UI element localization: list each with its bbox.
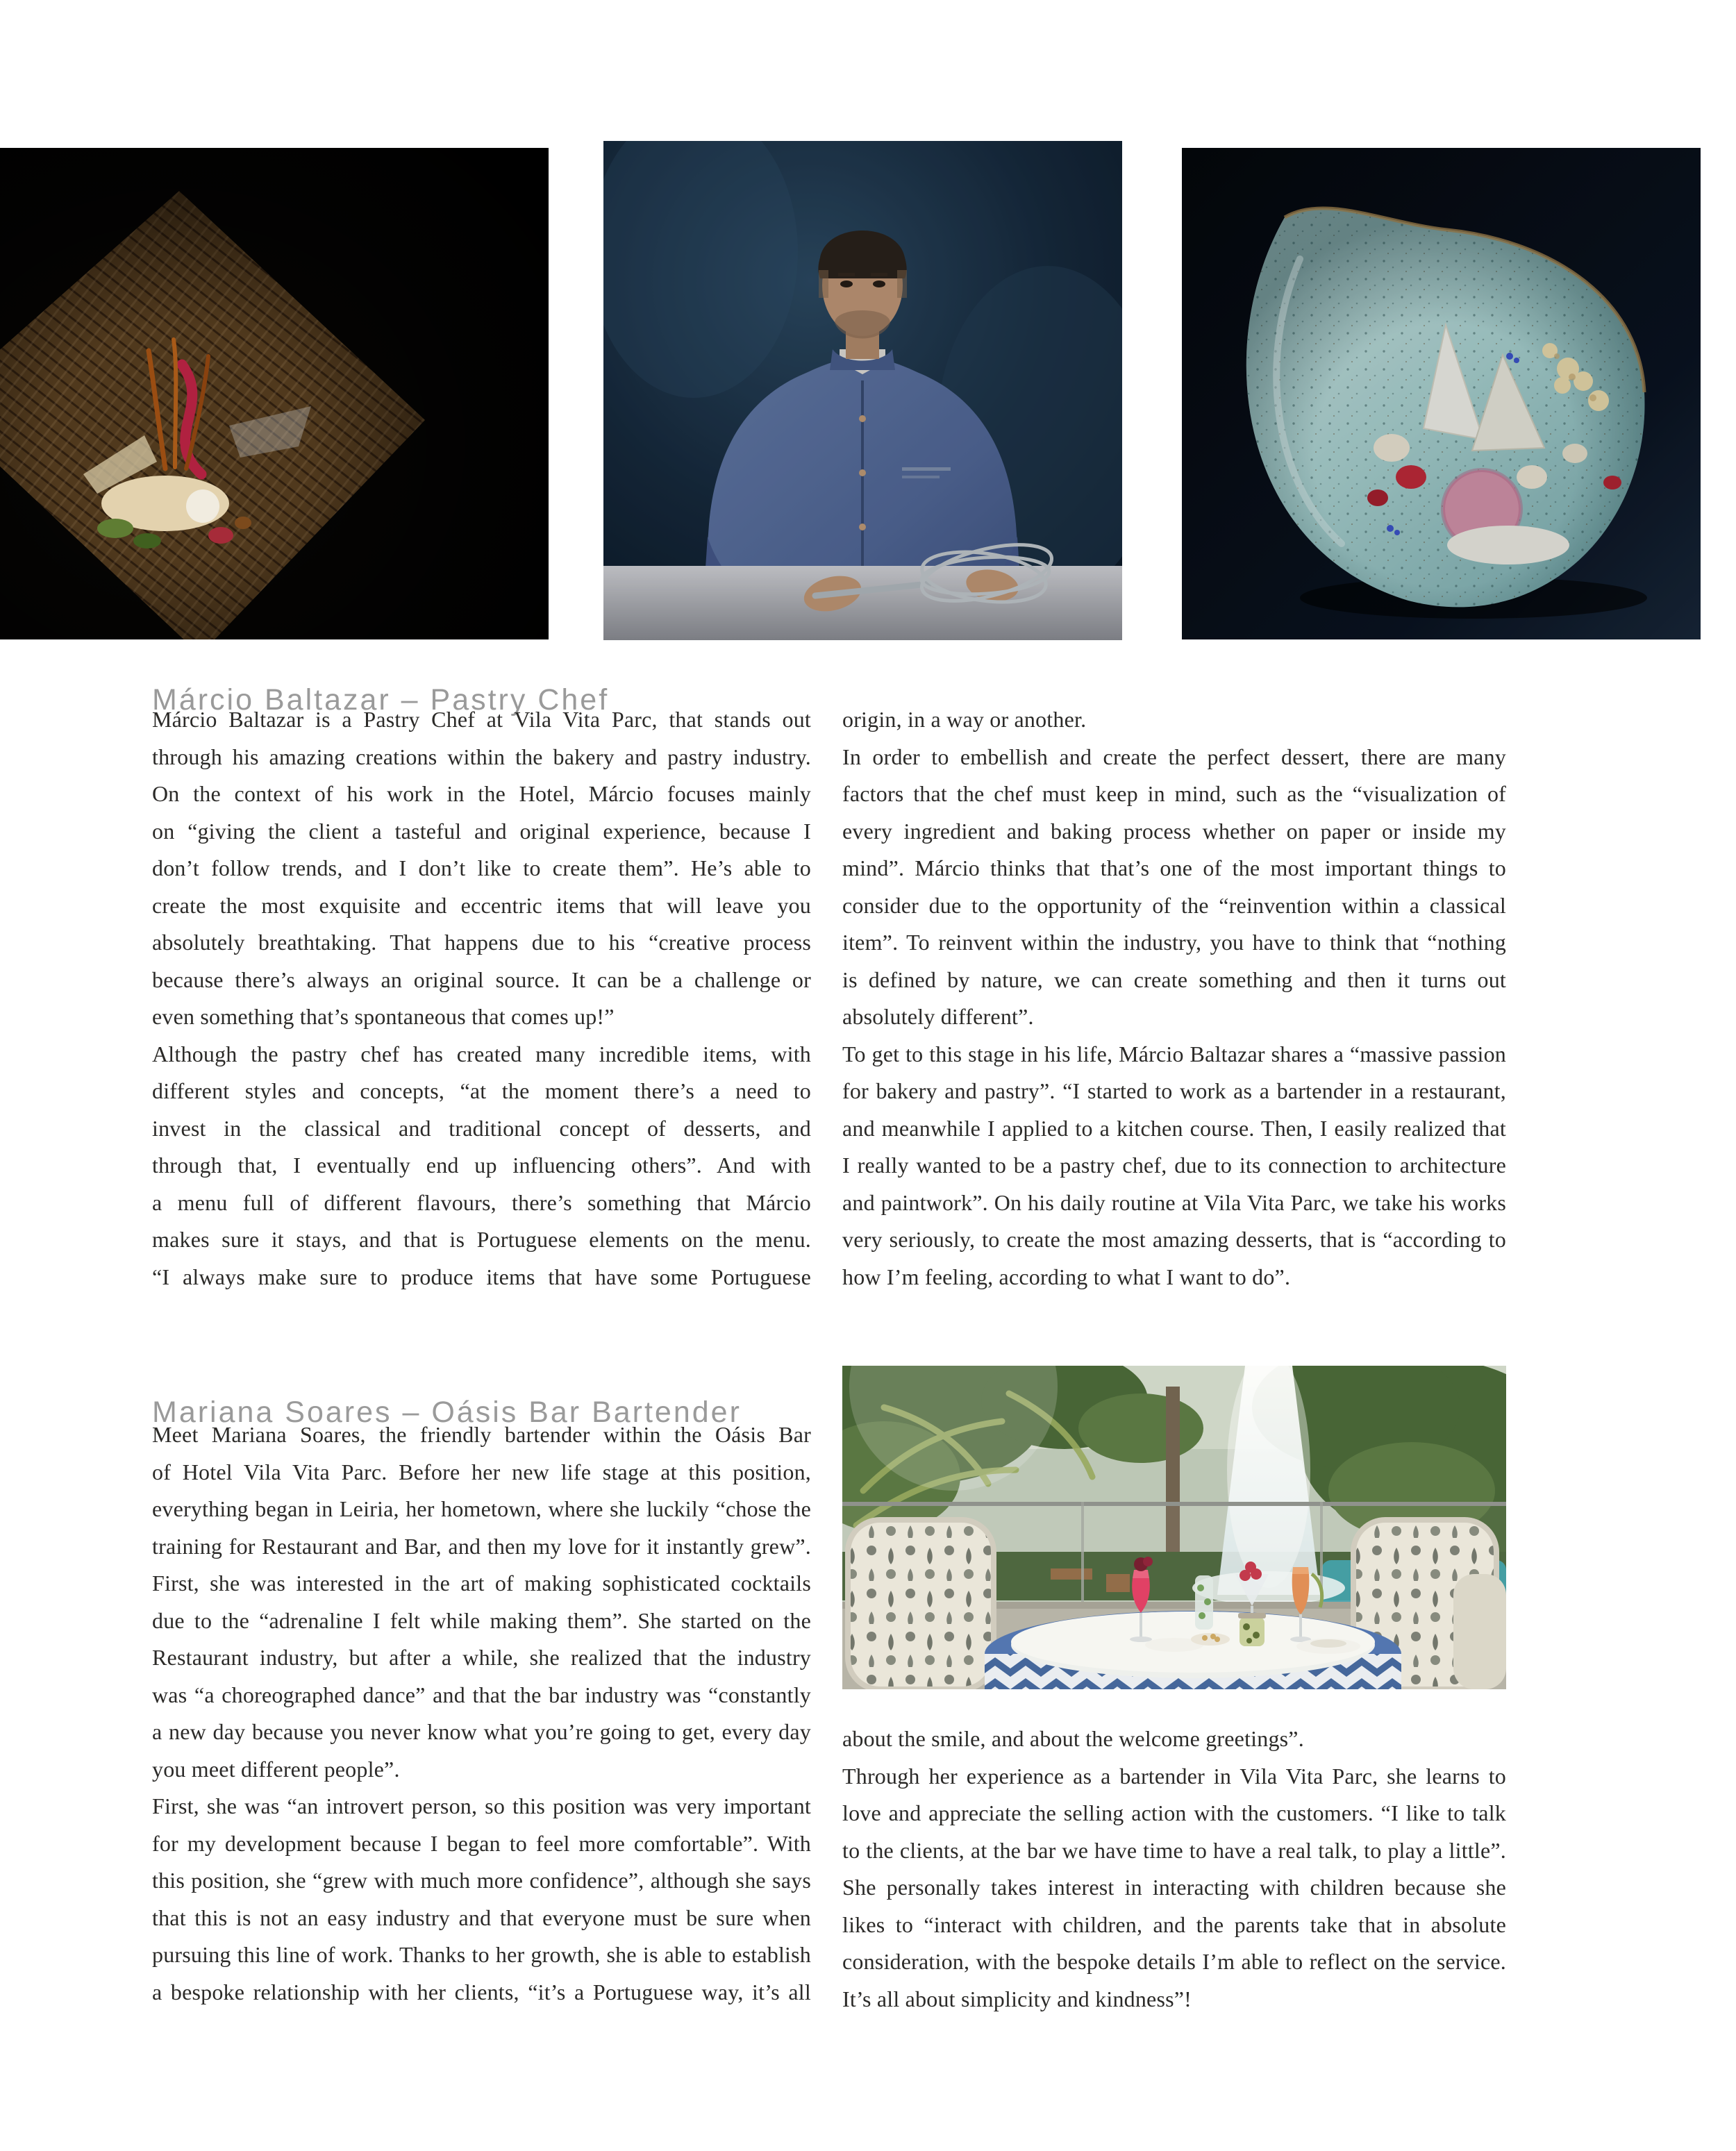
- bar-terrace-illustration: [842, 1366, 1506, 1689]
- text-line: and meanwhile I applied to a kitchen course. Then, I easily realized that: [842, 1115, 1506, 1141]
- text-line: First, she was interested in the art of making sophisticated cocktails: [152, 1571, 811, 1596]
- text-line: a new day because you never know what you’re going to get, every day: [152, 1719, 811, 1744]
- text-line: Meet Mariana Soares, the friendly bartender within the Oásis Bar: [152, 1422, 811, 1447]
- text-line: training for Restaurant and Bar, and then my love for it instantly grew”.: [152, 1533, 811, 1559]
- text-line: of Hotel Vila Vita Parc. Before her new life stage at this position,: [152, 1459, 811, 1484]
- dessert-plate-illustration: [0, 148, 549, 639]
- text-line: you meet different people”.: [152, 1756, 400, 1782]
- text-line: a bespoke relationship with her clients, “it’s a Portuguese way, it’s all: [152, 1979, 811, 2004]
- dessert-plate-photo: [0, 148, 549, 639]
- mariana-text-column-right: [842, 1721, 1506, 2018]
- text-line: through that, I eventually end up influencing others”. And with: [152, 1153, 811, 1178]
- text-line: Through her experience as a bartender in Vila Vita Parc, she learns to: [842, 1763, 1506, 1789]
- text-line: item”. To reinvent within the industry, you have to think that “nothing: [842, 930, 1506, 955]
- section-heading-marcio: Márcio Baltazar – Pastry Chef: [152, 683, 610, 717]
- text-line: I really wanted to be a pastry chef, due to its connection to architecture: [842, 1153, 1506, 1178]
- turquoise-bowl-dessert-photo: [1182, 148, 1701, 639]
- text-line: different styles and concepts, “at the moment there’s a need to: [152, 1078, 811, 1103]
- mariana-text-column-left: [152, 1416, 811, 2011]
- text-line: for my development because I began to feel more comfortable”. With: [152, 1830, 811, 1856]
- turquoise-bowl-illustration: [1182, 148, 1701, 639]
- text-line: To get to this stage in his life, Márcio Baltazar shares a “massive passion: [842, 1041, 1506, 1066]
- text-line: absolutely different”.: [842, 1004, 1034, 1029]
- text-line: mind”. Márcio thinks that that’s one of the most important things to: [842, 855, 1506, 880]
- text-line: invest in the classical and traditional concept of desserts, and: [152, 1115, 811, 1141]
- text-line: consider due to the opportunity of the “reinvention within a classical: [842, 892, 1506, 918]
- text-line: factors that the chef must keep in mind, such as the “visualization of: [842, 781, 1506, 806]
- text-line: She personally takes interest in interacting with children because she: [842, 1875, 1506, 1900]
- text-line: Restaurant industry, but after a while, she realized that the industry: [152, 1645, 811, 1670]
- text-line: about the smile, and about the welcome greetings”.: [842, 1726, 1304, 1751]
- section-heading-mariana: Mariana Soares – Oásis Bar Bartender: [152, 1395, 742, 1429]
- text-line: It’s all about simplicity and kindness”!: [842, 1986, 1192, 2011]
- text-line: “I always make sure to produce items that have some Portuguese: [152, 1264, 811, 1289]
- text-line: create the most exquisite and eccentric items that will leave you: [152, 892, 811, 918]
- text-line: because there’s always an original source. It can be a challenge or: [152, 966, 811, 992]
- text-line: this position, she “grew with much more confidence”, although she says: [152, 1868, 811, 1893]
- oasis-bar-terrace-photo: [842, 1366, 1506, 1689]
- text-line: how I’m feeling, according to what I want to do”.: [842, 1264, 1291, 1289]
- text-line: likes to “interact with children, and the parents take that in absolute: [842, 1911, 1506, 1937]
- text-line: don’t follow trends, and I don’t like to create them”. He’s able to: [152, 855, 811, 880]
- text-line: and paintwork”. On his daily routine at Vila Vita Parc, we take his works: [842, 1189, 1506, 1215]
- text-line: origin, in a way or another.: [842, 707, 1087, 732]
- text-line: makes sure it stays, and that is Portuguese elements on the menu.: [152, 1227, 811, 1252]
- text-line: On the context of his work in the Hotel, Márcio focuses mainly: [152, 781, 811, 806]
- text-line: First, she was “an introvert person, so this position was very important: [152, 1793, 811, 1818]
- text-line: Although the pastry chef has created many incredible items, with: [152, 1041, 811, 1066]
- text-line: everything began in Leiria, her hometown, where she luckily “chose the: [152, 1496, 811, 1521]
- text-line: is defined by nature, we can create something and then it turns out: [842, 966, 1506, 992]
- text-line: pursuing this line of work. Thanks to her growth, she is able to establish: [152, 1942, 811, 1967]
- text-line: for bakery and pastry”. “I started to work as a bartender in a restaurant,: [842, 1078, 1506, 1103]
- text-line: Márcio Baltazar is a Pastry Chef at Vila Vita Parc, that stands out: [152, 707, 811, 732]
- text-line: a menu full of different flavours, there’s something that Márcio: [152, 1189, 811, 1215]
- text-line: In order to embellish and create the perfect dessert, there are many: [842, 744, 1506, 769]
- marcio-text-column-left: [152, 701, 811, 1296]
- text-line: even something that’s spontaneous that comes up!”: [152, 1004, 615, 1029]
- text-line: that this is not an easy industry and that everyone must be sure when: [152, 1905, 811, 1930]
- text-line: on “giving the client a tasteful and original experience, because I: [152, 818, 811, 844]
- pastry-chef-portrait-photo: [603, 141, 1122, 640]
- text-line: through his amazing creations within the bakery and pastry industry.: [152, 744, 811, 769]
- text-line: was “a choreographed dance” and that the bar industry was “constantly: [152, 1682, 811, 1707]
- text-line: very seriously, to create the most amazing desserts, that is “according to: [842, 1227, 1506, 1252]
- text-line: love and appreciate the selling action with the customers. “I like to talk: [842, 1800, 1506, 1825]
- marcio-text-column-right: [842, 701, 1506, 1296]
- text-line: consideration, with the bespoke details I’m able to reflect on the service.: [842, 1949, 1506, 1974]
- text-line: every ingredient and baking process whether on paper or inside my: [842, 818, 1506, 844]
- text-line: due to the “adrenaline I felt while making them”. She started on the: [152, 1607, 811, 1633]
- pastry-chef-portrait-illustration: [603, 141, 1122, 640]
- text-line: absolutely breathtaking. That happens due to his “creative process: [152, 930, 811, 955]
- text-line: to the clients, at the bar we have time to have a real talk, to play a little”.: [842, 1837, 1506, 1863]
